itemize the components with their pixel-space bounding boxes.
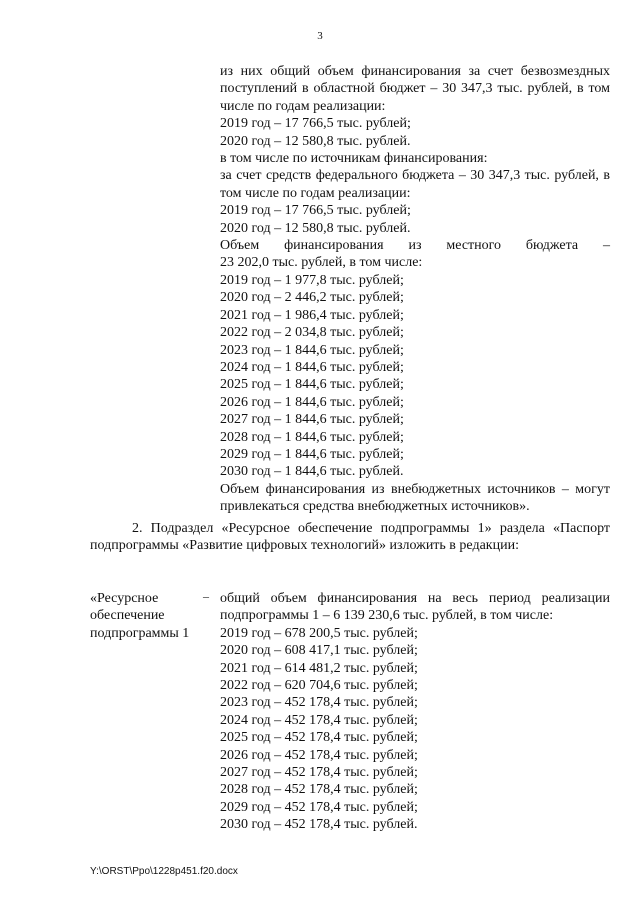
year-line: 2025 год – 452 178,4 тыс. рублей; — [220, 730, 418, 746]
year-line: 2023 год – 1 844,6 тыс. рублей; — [220, 342, 404, 358]
financing-block — [220, 63, 610, 516]
year-line: 2020 год – 12 580,8 тыс. рублей. — [220, 133, 411, 149]
year-line: 2026 год – 1 844,6 тыс. рублей; — [220, 394, 404, 410]
resource-dash: – — [203, 589, 209, 603]
year-line: 2029 год – 1 844,6 тыс. рублей; — [220, 446, 404, 462]
year-line: 2021 год – 614 481,2 тыс. рублей; — [220, 660, 418, 676]
year-line: 2022 год – 620 704,6 тыс. рублей; — [220, 678, 418, 694]
year-line: 2030 год – 452 178,4 тыс. рублей. — [220, 817, 418, 833]
offbudget-paragraph: Объем финансирования из внебюджетных источников – могут привлекаться средства внебюджетных источников». — [220, 481, 610, 515]
year-line: 2029 год – 452 178,4 тыс. рублей; — [220, 799, 418, 815]
year-line: 2019 год – 17 766,5 тыс. рублей; — [220, 116, 411, 132]
sources-heading: в том числе по источникам финансирования: — [220, 151, 488, 167]
year-line: 2028 год – 1 844,6 тыс. рублей; — [220, 429, 404, 445]
year-line: 2023 год – 452 178,4 тыс. рублей; — [220, 695, 418, 711]
file-path-footer: Y:\ORST\Ppo\1228p451.f20.docx — [90, 866, 238, 877]
year-line: 2024 год – 1 844,6 тыс. рублей; — [220, 359, 404, 375]
year-line: 2030 год – 1 844,6 тыс. рублей. — [220, 464, 404, 480]
year-line: 2020 год – 608 417,1 тыс. рублей; — [220, 643, 418, 659]
year-line: 2019 год – 678 200,5 тыс. рублей; — [220, 625, 418, 641]
gratuitous-intro: из них общий объем финансирования за счет безвозмездных поступлений в областной бюджет – 30 347,3 тыс. рублей, в том числе по годам реализации: — [220, 64, 610, 114]
resource-intro: общий объем финансирования на весь период реализации подпрограммы 1 – 6 139 230,6 тыс. рублей, в том числе: — [220, 591, 610, 624]
page-number: 3 — [317, 30, 323, 42]
section-2-paragraph — [90, 520, 610, 555]
year-line: 2020 год – 2 446,2 тыс. рублей; — [220, 290, 404, 306]
year-line: 2020 год – 12 580,8 тыс. рублей. — [220, 220, 411, 236]
year-line: 2027 год – 1 844,6 тыс. рублей; — [220, 412, 404, 428]
local-budget-total: 23 202,0 тыс. рублей, в том числе: — [220, 255, 423, 271]
resource-label: «Ресурсное обеспечение подпрограммы 1 — [90, 591, 190, 641]
year-line: 2026 год – 452 178,4 тыс. рублей; — [220, 747, 418, 763]
year-line: 2027 год – 452 178,4 тыс. рублей; — [220, 765, 418, 781]
year-line: 2024 год – 452 178,4 тыс. рублей; — [220, 712, 418, 728]
year-line: 2025 год – 1 844,6 тыс. рублей; — [220, 377, 404, 393]
year-line: 2022 год – 2 034,8 тыс. рублей; — [220, 325, 404, 341]
section-2-text: 2. Подраздел «Ресурсное обеспечение подпрограммы 1» раздела «Паспорт подпрограммы «Развитие цифровых технологий» изложить в редакции: — [90, 521, 610, 554]
year-line: 2021 год – 1 986,4 тыс. рублей; — [220, 307, 404, 323]
federal-paragraph: за счет средств федерального бюджета – 30 347,3 тыс. рублей, в том числе по годам реализации: — [220, 168, 610, 201]
local-budget-line: Объем финансирования из местного бюджета – — [220, 238, 610, 254]
resource-block — [220, 590, 610, 834]
year-line: 2028 год – 452 178,4 тыс. рублей; — [220, 782, 418, 798]
year-line: 2019 год – 17 766,5 тыс. рублей; — [220, 203, 411, 219]
year-line: 2019 год – 1 977,8 тыс. рублей; — [220, 272, 404, 288]
